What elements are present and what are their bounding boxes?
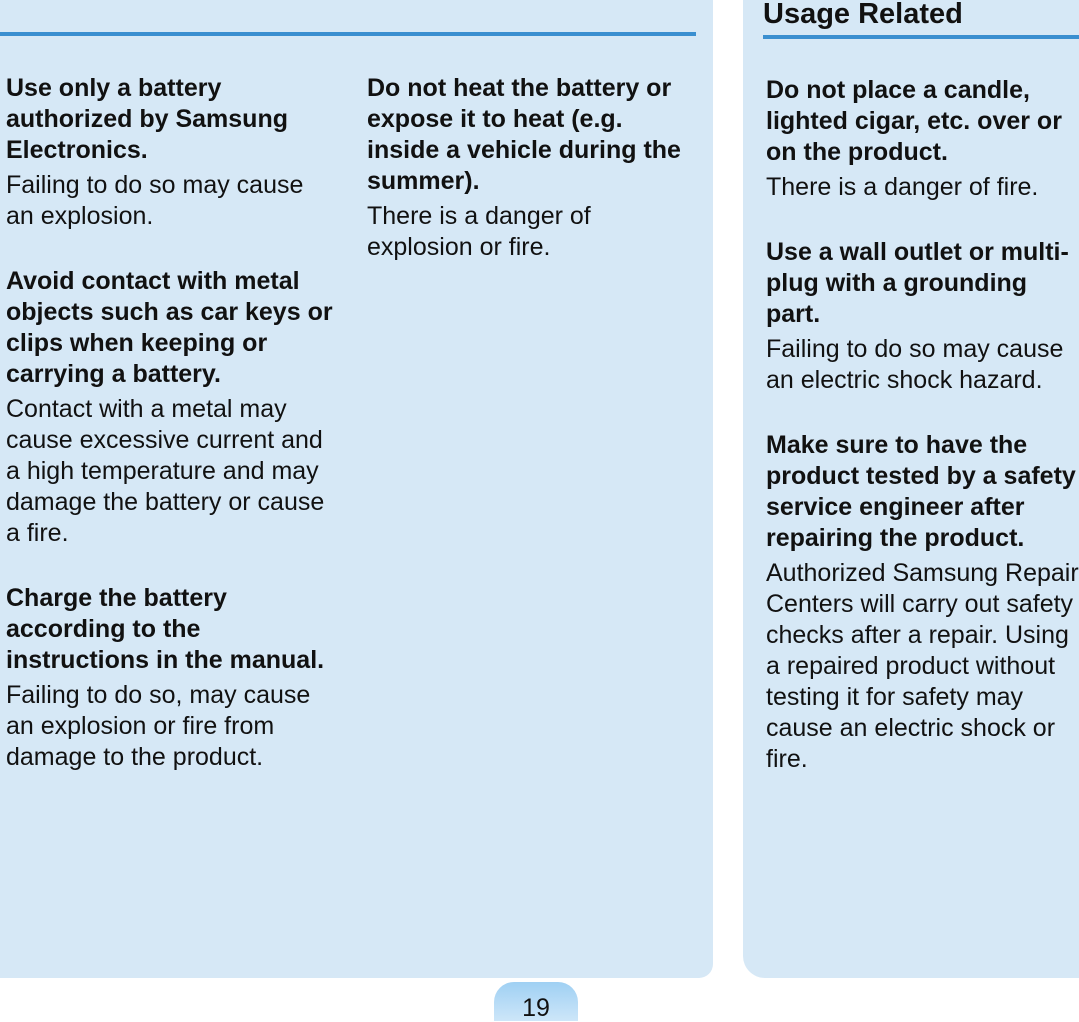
page-number: 19 xyxy=(522,994,550,1022)
warning-body: Failing to do so may cause an electric shock hazard. xyxy=(766,335,1064,394)
warning-body: Failing to do so, may cause an explosion or fire from damage to the product. xyxy=(6,681,311,771)
warning-body: There is a danger of fire. xyxy=(766,173,1039,201)
warning-title: Avoid contact with metal objects such as car keys or clips when keeping or carrying a battery. xyxy=(6,267,333,388)
warning-body: Failing to do so may cause an explosion. xyxy=(6,171,304,230)
column-3 xyxy=(766,75,1079,809)
warning-item xyxy=(766,237,1079,396)
warning-body: There is a danger of explosion or fire. xyxy=(367,202,591,261)
warning-title: Make sure to have the product tested by a safety service engineer after repairing the product. xyxy=(766,431,1076,552)
warning-item xyxy=(766,430,1079,775)
warning-title: Use a wall outlet or multi-plug with a grounding part. xyxy=(766,238,1069,328)
warning-item xyxy=(6,266,336,549)
column-1 xyxy=(6,73,336,807)
left-header-rule xyxy=(0,32,696,36)
page-number-tab xyxy=(494,982,578,1021)
warning-title: Use only a battery authorized by Samsung Electronics. xyxy=(6,74,288,164)
warning-body: Contact with a metal may cause excessive current and a high temperature and may damage the battery or cause a fire. xyxy=(6,395,325,547)
warning-item xyxy=(766,75,1079,203)
warning-item xyxy=(6,73,336,232)
warning-title: Do not place a candle, lighted cigar, etc. over or on the product. xyxy=(766,76,1062,166)
warning-title: Charge the battery according to the instructions in the manual. xyxy=(6,584,325,674)
column-2 xyxy=(367,73,697,297)
section-heading: Usage Related xyxy=(763,0,963,30)
warning-item xyxy=(6,583,336,773)
warning-title: Do not heat the battery or expose it to heat (e.g. inside a vehicle during the summer). xyxy=(367,74,681,195)
right-header-rule xyxy=(763,35,1079,39)
warning-item xyxy=(367,73,697,263)
warning-body: Authorized Samsung Repair Centers will carry out safety checks after a repair. Using a repaired product without testing it for safety may cause an electric shock or fire. xyxy=(766,559,1079,773)
